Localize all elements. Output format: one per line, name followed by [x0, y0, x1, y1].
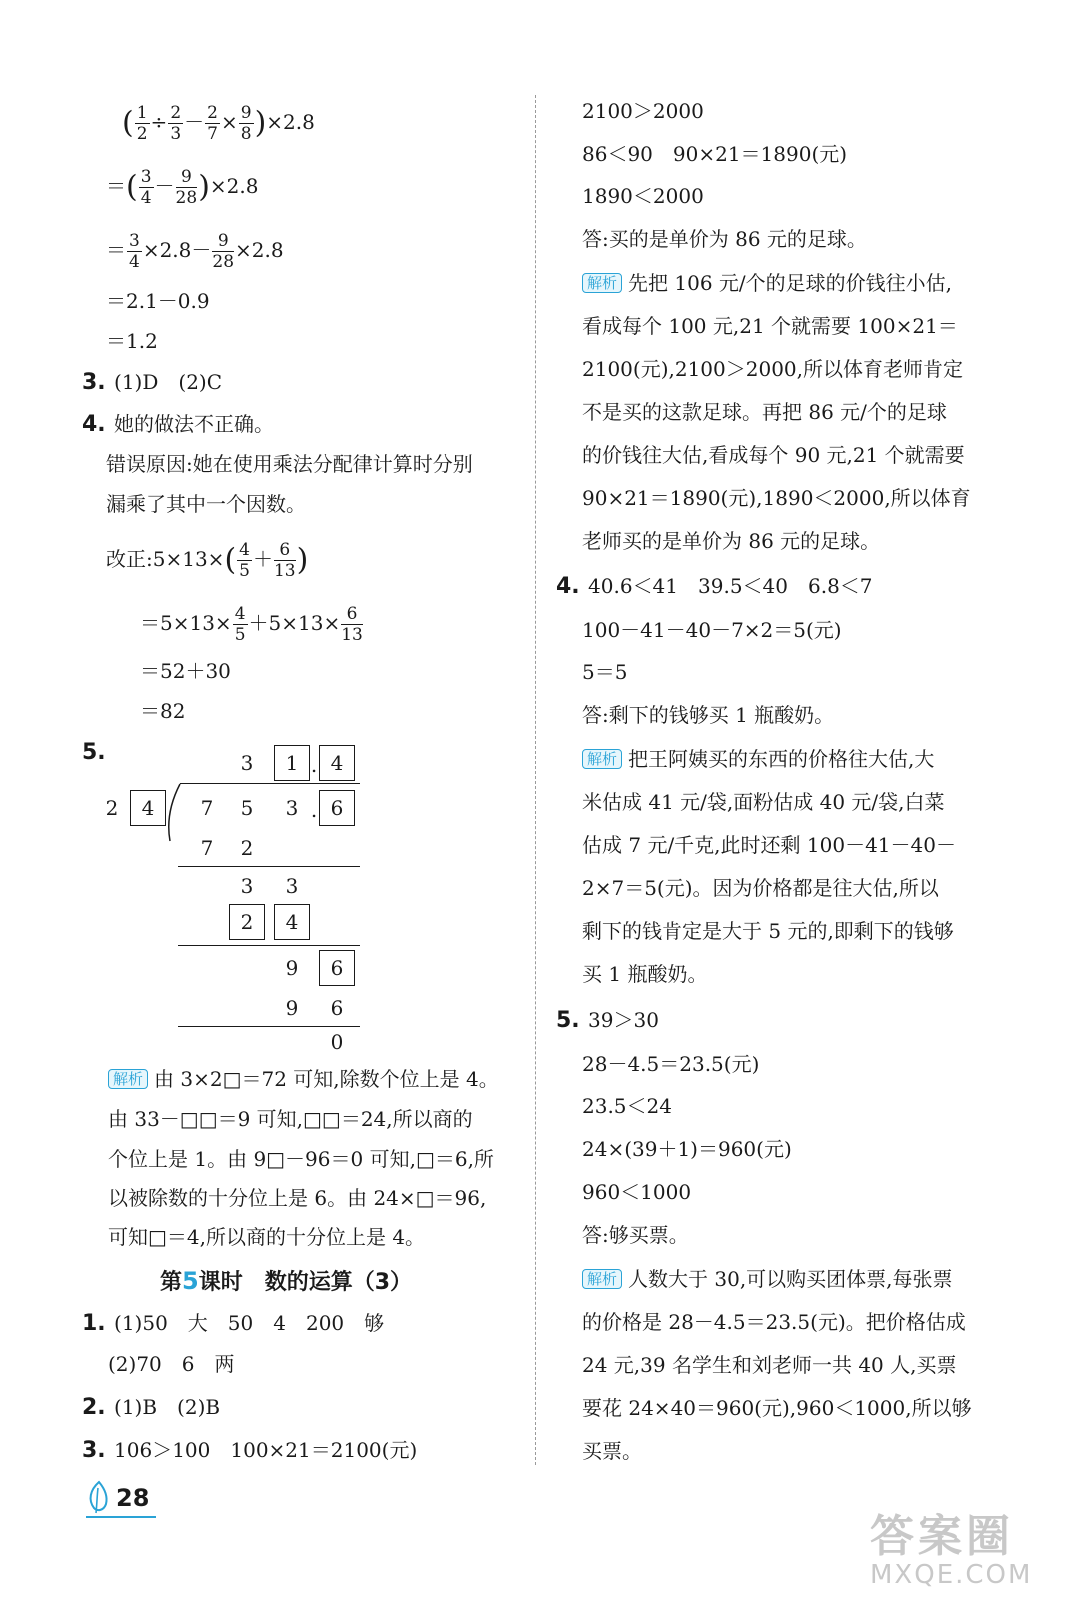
question-number: 4. — [556, 574, 580, 599]
analysis-tag: 解析 — [582, 749, 622, 769]
fraction: $\frac{4}{5}$ — [239, 540, 250, 581]
page-number-underline — [86, 1516, 156, 1518]
question-number: 5. — [556, 1008, 580, 1033]
answer-text: 960＜1000 — [582, 1180, 692, 1204]
question-number: 5. — [82, 740, 106, 765]
divisor-digit: 2 — [105, 796, 119, 820]
question-number: 1. — [82, 1311, 106, 1336]
fraction: $\frac{2}{7}$ — [207, 103, 218, 144]
product-digit: 6 — [330, 996, 344, 1020]
calc-line-5: ＝1.2 — [106, 329, 158, 353]
remainder-digit: 3 — [240, 874, 254, 898]
division-bracket — [165, 783, 185, 843]
question-3 — [82, 367, 222, 398]
explanation-line: 由 33－□□＝9 可知,□□＝24,所以商的 — [108, 1107, 473, 1131]
fraction: $\frac{2}{3}$ — [170, 103, 182, 144]
explanation-line: 看成每个 100 元,21 个就需要 100×21＝ — [582, 314, 958, 338]
answer-text: (1)B (2)B — [114, 1395, 221, 1419]
explanation-line: 以被除数的十分位上是 6。由 24×□＝96, — [108, 1186, 487, 1210]
answer-text: (2)70 6 两 — [108, 1352, 235, 1376]
product-digit: 2 — [240, 836, 254, 860]
question-number: 3. — [82, 1438, 106, 1463]
blank-box: 6 — [319, 790, 355, 826]
explanation-line: 估成 7 元/千克,此时还剩 100－41－40－ — [582, 833, 956, 857]
answer-text: 答:剩下的钱够买 1 瓶酸奶。 — [582, 703, 835, 727]
explanation-line: 剩下的钱肯定是大于 5 元的,即剩下的钱够 — [582, 919, 954, 943]
answer-text: 1890＜2000 — [582, 184, 704, 208]
fraction: $\frac{1}{2}$ — [136, 103, 148, 144]
explanation-line: 解析 由 3×2□＝72 可知,除数个位上是 4。 — [108, 1064, 499, 1094]
explanation-line: 2×7＝5(元)。因为价格都是往大估,所以 — [582, 876, 939, 900]
answer-text: 24×(39＋1)＝960(元) — [582, 1137, 792, 1161]
fraction: $\frac{6}{13}$ — [273, 540, 296, 581]
answer-text: (1)D (2)C — [114, 370, 223, 394]
question-number: 3. — [82, 370, 106, 395]
answer-text: 39＞30 — [588, 1008, 659, 1032]
fraction: $\frac{9}{28}$ — [212, 231, 235, 272]
question-5 — [556, 1005, 659, 1036]
column-divider — [535, 95, 536, 1465]
final-remainder-digit: 0 — [330, 1030, 344, 1054]
remainder-digit: 9 — [285, 956, 299, 980]
explanation-line: 买 1 瓶酸奶。 — [582, 962, 708, 986]
answer-text: 5＝5 — [582, 660, 628, 684]
q4-reason-line-1: 错误原因:她在使用乘法分配律计算时分别 — [106, 452, 473, 476]
explanation-line: 90×21＝1890(元),1890＜2000,所以体育 — [582, 486, 971, 510]
explanation-line: 2100(元),2100＞2000,所以体育老师肯定 — [582, 357, 964, 381]
blank-box: 4 — [274, 904, 310, 940]
quotient-digit: 3 — [240, 751, 254, 775]
fraction: $\frac{9}{8}$ — [240, 103, 252, 144]
q4-correction-line-1: 改正:5×13×( $\frac{4}{5}$ ＋ $\frac{6}{13}$ ) — [106, 540, 309, 581]
dividend-digit: 7 — [200, 796, 214, 820]
explanation-line: 可知□＝4,所以商的十分位上是 4。 — [108, 1225, 426, 1249]
explanation-line: 的价格是 28－4.5＝23.5(元)。把价格估成 — [582, 1310, 966, 1334]
explanation-line: 解析 先把 106 元/个的足球的价钱往小估, — [582, 268, 952, 298]
calc-line-4: ＝2.1－0.9 — [106, 289, 210, 313]
q4-reason-line-2: 漏乘了其中一个因数。 — [106, 492, 306, 516]
calc-line-1: ( $\frac{1}{2}$ ÷ $\frac{2}{3}$ － $\frac{2}{7}$ × $\frac{9}{8}$ )×2.8 — [122, 103, 315, 144]
dividend-digit: 3 — [285, 796, 299, 820]
product-digit: 7 — [200, 836, 214, 860]
answer-text: 86＜90 90×21＝1890(元) — [582, 142, 848, 166]
question-4 — [82, 409, 274, 440]
question-number: 4. — [82, 412, 106, 437]
subtraction-line — [178, 866, 360, 867]
explanation-line: 个位上是 1。由 9□－96＝0 可知,□＝6,所 — [108, 1147, 494, 1171]
dividend-digit: 5 — [240, 796, 254, 820]
explanation-line: 解析 把王阿姨买的东西的价格往大估,大 — [582, 744, 934, 774]
decimal-point: . — [310, 798, 318, 822]
explanation-line: 要花 24×40＝960(元),960＜1000,所以够 — [582, 1396, 972, 1420]
blank-box: 4 — [319, 745, 355, 781]
question-2 — [82, 1392, 220, 1423]
answer-text: 她的做法不正确。 — [114, 412, 275, 436]
answer-text: (1)50 大 50 4 200 够 — [114, 1311, 385, 1335]
watermark-logo: 答案圈 MXQE.COM — [870, 1511, 1033, 1590]
analysis-tag: 解析 — [582, 1269, 622, 1289]
explanation-line: 24 元,39 名学生和刘老师一共 40 人,买票 — [582, 1353, 957, 1377]
explanation-line: 米估成 41 元/袋,面粉估成 40 元/袋,白菜 — [582, 790, 945, 814]
question-3 — [82, 1435, 417, 1466]
explanation-line: 老师买的是单价为 86 元的足球。 — [582, 529, 881, 553]
explanation-line: 的价钱往大估,看成每个 90 元,21 个就需要 — [582, 443, 965, 467]
fraction: $\frac{6}{13}$ — [341, 604, 363, 645]
calc-line-3: ＝ $\frac{3}{4}$ ×2.8－ $\frac{9}{28}$ ×2.8 — [106, 231, 284, 272]
subtraction-line — [178, 945, 360, 946]
fraction: $\frac{3}{4}$ — [140, 167, 152, 208]
remainder-digit: 3 — [285, 874, 299, 898]
answer-text: 40.6＜41 39.5＜40 6.8＜7 — [588, 574, 873, 598]
blank-box: 1 — [274, 745, 310, 781]
q4-correction-line-4: ＝82 — [140, 699, 186, 723]
answer-text: 100－41－40－7×2＝5(元) — [582, 618, 842, 642]
explanation-line: 不是买的这款足球。再把 86 元/个的足球 — [582, 400, 947, 424]
analysis-tag: 解析 — [108, 1069, 148, 1089]
question-1 — [82, 1308, 384, 1339]
page-number: 28 — [116, 1484, 150, 1512]
explanation-line: 解析 人数大于 30,可以购买团体票,每张票 — [582, 1264, 953, 1294]
answer-text: 答:买的是单价为 86 元的足球。 — [582, 227, 867, 251]
question-number: 2. — [82, 1395, 106, 1420]
calc-line-2: ＝( $\frac{3}{4}$ － $\frac{9}{28}$ )×2.8 — [106, 167, 259, 208]
fraction: $\frac{9}{28}$ — [175, 167, 198, 208]
answer-text: 答:够买票。 — [582, 1223, 689, 1247]
section-title: 第5课时 数的运算（3） — [160, 1267, 413, 1295]
q4-correction-line-2: ＝5×13× $\frac{4}{5}$ ＋5×13× $\frac{6}{13}$ — [140, 604, 363, 645]
answer-text: 106＞100 100×21＝2100(元) — [114, 1438, 418, 1462]
leaf-icon — [86, 1480, 112, 1514]
fraction: $\frac{4}{5}$ — [234, 604, 246, 645]
analysis-tag: 解析 — [582, 273, 622, 293]
decimal-point: . — [310, 753, 318, 777]
blank-box: 6 — [319, 950, 355, 986]
blank-box: 2 — [229, 904, 265, 940]
product-digit: 9 — [285, 996, 299, 1020]
explanation-line: 买票。 — [582, 1439, 642, 1463]
blank-box: 4 — [130, 790, 166, 826]
question-4 — [556, 571, 873, 602]
division-bar — [180, 783, 360, 784]
answer-text: 28－4.5＝23.5(元) — [582, 1052, 760, 1076]
fraction: $\frac{3}{4}$ — [129, 231, 140, 272]
q4-correction-line-3: ＝52＋30 — [140, 659, 231, 683]
answer-text: 23.5＜24 — [582, 1094, 672, 1118]
answer-text: 2100＞2000 — [582, 99, 704, 123]
